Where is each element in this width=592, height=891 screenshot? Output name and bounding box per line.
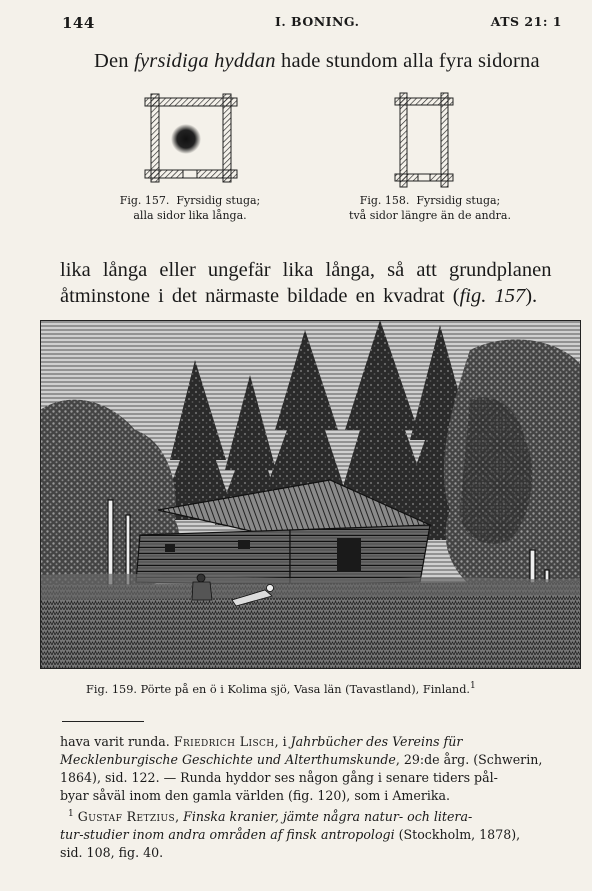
signature-code: ATS 21: 1 [490,14,562,29]
body-line-2-pre: åtminstone i det närmaste bildade en kvadrat ( [60,285,460,307]
fig-159-caption-text: Fig. 159. Pörte på en ö i Kolima sjö, Vasa län (Tavastland), Finland. [86,683,471,696]
fn1-a: , [175,809,184,824]
fig-159-note-mark: 1 [470,681,476,691]
fig-158-plan [394,92,454,188]
fn0-work1: Jahrbücher des Vereins für [290,734,463,749]
running-header [62,14,562,32]
fn1-author: Gustaf Retzius [77,809,176,824]
fn0-b: , i [274,734,291,749]
body-line-1: lika långa eller ungefär lika långa, så att grundplanen [60,259,552,281]
footnotes [60,733,560,862]
body-line-2 [60,285,560,308]
fn1-work2: tur-studier inom andra områden af finsk antropologi [60,827,395,842]
footnote-line-4: byar såväl inom den gamla världen (fig. 120), som i Amerika. [60,788,451,803]
footnote-line-2 [60,751,560,769]
footnote-line-7: sid. 108, fig. 40. [60,845,164,860]
fig-157-text: Fyrsidig stuga; [176,194,261,207]
chapter-title: I. BONING. [275,14,360,29]
body-line-2-post: ). [525,285,538,307]
fig-157-label: Fig. 157. [119,194,170,207]
fn1-mark: 1 [68,809,74,819]
fig-158-line2: två sidor längre än de andra. [349,209,511,222]
footnote-rule [62,721,144,722]
fig-159-engraving [40,320,581,669]
footnote-line-1 [60,733,560,751]
fn0-work2: Mecklenburgische Geschichte und Alterthumskunde [60,752,396,767]
intro-post: hade stundom alla fyra sidorna [275,50,540,72]
intro-pre: Den [94,50,135,72]
footnote-line-3: 1864), sid. 122. — Runda hyddor ses någon gång i senare tiders pål- [60,770,498,785]
fig-157-line2: alla sidor lika långa. [133,209,247,222]
fn0-a: hava varit runda. [60,734,174,749]
fn0-author: Friedrich Lisch [173,734,275,749]
fn1-work1: Finska kranier, jämte några natur- och litera- [183,809,473,824]
page-number: 144 [62,14,95,32]
fn0-c: , 29:de årg. (Schwerin, [395,752,543,767]
fig-158-label: Fig. 158. [359,194,410,207]
fig-157-ref: fig. 157 [459,285,526,307]
footnote-line-5 [60,805,560,826]
fig-158-text: Fyrsidig stuga; [416,194,501,207]
fig-159-caption [86,681,476,696]
intro-term: fyrsidiga hyddan [134,50,276,72]
intro-line [94,50,564,73]
fig-158-caption [325,193,535,223]
fig-157-plan [143,92,239,184]
fig-157-caption [95,193,285,223]
footnote-line-6 [60,826,560,844]
fn1-b: (Stockholm, 1878), [394,827,521,842]
